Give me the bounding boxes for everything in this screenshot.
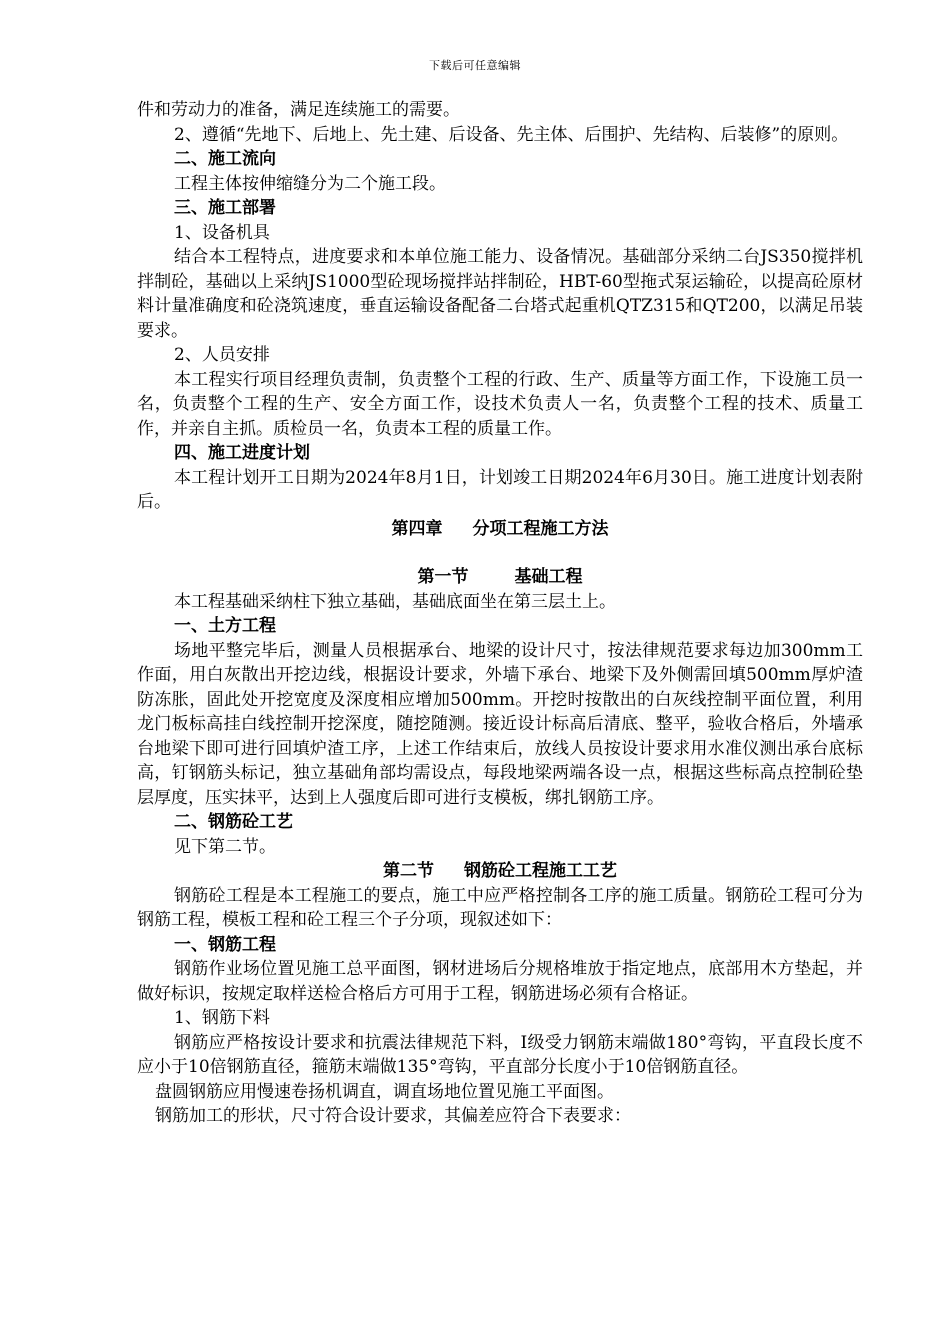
section-title [137, 565, 863, 590]
paragraph: 结合本工程特点，进度要求和本单位施工能力、设备情况。基础部分采纳二台JS350搅拌机拌制砼，基础以上采纳JS1000型砼现场搅拌站拌制砼，HBT-60型拖式泵运输砼，以提高砼原材料计量准确度和砼浇筑速度，垂直运输设备配备二台塔式起重机QTZ315和QT200，以满足吊装要求。 [137, 247, 863, 341]
section-heading: 四、施工进度计划 [174, 443, 310, 463]
subheading: 2、人员安排 [174, 345, 270, 365]
paragraph: 件和劳动力的准备，满足连续施工的需要。 [137, 100, 460, 120]
section-heading: 二、钢筋砼工艺 [174, 812, 293, 832]
document-body [137, 98, 863, 1129]
paragraph: 本工程基础采纳柱下独立基础，基础底面坐在第三层土上。 [174, 591, 616, 612]
chapter-title [137, 517, 863, 542]
subheading: 1、钢筋下料 [174, 1008, 270, 1028]
paragraph: 钢筋加工的形状，尺寸符合设计要求，其偏差应符合下表要求： [155, 1106, 631, 1126]
chapter-name: 分项工程施工方法 [472, 518, 609, 539]
paragraph: 钢筋应严格按设计要求和抗震法律规范下料，I级受力钢筋末端做180°弯钩，平直段长度不应小于10倍钢筋直径，箍筋末端做135°弯钩，平直部分长度小于10倍钢筋直径。 [137, 1032, 863, 1077]
section-heading: 三、施工部署 [174, 198, 276, 218]
paragraph: 盘圆钢筋应用慢速卷扬机调直，调直场地位置见施工平面图。 [155, 1081, 614, 1102]
paragraph: 见下第二节。 [174, 836, 276, 857]
section-heading: 一、钢筋工程 [174, 934, 276, 955]
paragraph: 本工程计划开工日期为2024年8月1日，计划竣工日期2024年6月30日。施工进度计划表附后。 [137, 467, 863, 512]
section-number: 第一节 [417, 567, 469, 587]
paragraph: 钢筋作业场位置见施工总平面图，钢材进场后分规格堆放于指定地点，底部用木方垫起，并做好标识，按规定取样送检合格后方可用于工程，钢筋进场必须有合格证。 [137, 959, 863, 1004]
page-header: 下载后可任意编辑 [429, 59, 521, 72]
paragraph: 场地平整完毕后，测量人员根据承台、地梁的设计尺寸，按法律规范要求每边加300mm工作面，用白灰散出开挖边线，根据设计要求，外墙下承台、地梁下及外侧需回填500mm厚炉渣防冻胀，固此处开挖宽度及深度相应增加500mm。开挖时按散出的白灰线控制平面位置，利用龙门板标高挂白线控制开挖深度，随挖随测。接近设计标高后清底、整平，验收合格后，外墙承台地梁下即可进行回填炉渣工序，上述工作结束后，放线人员按设计要求用水准仪测出承台底标高，钉钢筋头标记，独立基础角部均需设点，每段地梁两端各设一点，根据这些标高点控制砼垫层厚度，压实抹平，达到上人强度后即可进行支模板，绑扎钢筋工序。 [137, 640, 863, 808]
section-heading: 二、施工流向 [174, 149, 276, 169]
paragraph: 工程主体按伸缩缝分为二个施工段。 [174, 173, 446, 194]
section-name: 钢筋砼工程施工工艺 [464, 861, 617, 881]
paragraph: 2、遵循“先地下、后地上、先土建、后设备、先主体、后围护、先结构、后装修”的原则。 [174, 124, 849, 145]
paragraph: 钢筋砼工程是本工程施工的要点，施工中应严格控制各工序的施工质量。钢筋砼工程可分为钢筋工程，模板工程和砼工程三个子分项，现叙述如下： [137, 885, 863, 930]
section-heading: 一、土方工程 [174, 616, 276, 636]
section-title [137, 859, 863, 884]
subheading: 1、设备机具 [174, 222, 270, 243]
section-number: 第二节 [383, 861, 434, 881]
chapter-number: 第四章 [391, 518, 443, 539]
section-name: 基础工程 [514, 567, 583, 587]
paragraph: 本工程实行项目经理负责制，负责整个工程的行政、生产、质量等方面工作，下设施工员一名，负责整个工程的生产、安全方面工作，设技术负责人一名，负责整个工程的技术、质量工作，并亲自主抓。质检员一名，负责本工程的质量工作。 [137, 369, 863, 439]
